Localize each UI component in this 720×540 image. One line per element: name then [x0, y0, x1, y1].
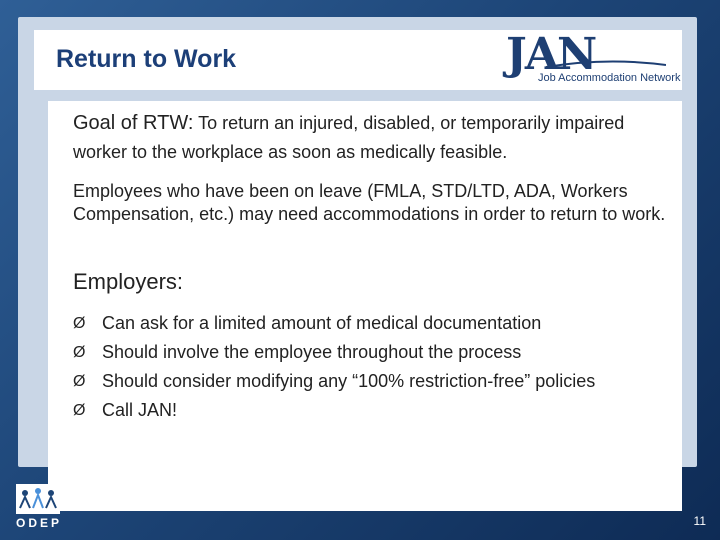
arrow-bullet-icon: Ø [73, 402, 86, 419]
list-item [73, 396, 683, 425]
body-text [73, 109, 683, 425]
slide-title: Return to Work [56, 45, 237, 73]
goal-label: Goal of RTW: [73, 112, 194, 134]
employers-heading: Employers: [73, 269, 184, 294]
employer-bullet-list [73, 309, 683, 425]
jan-logo-subtitle: Job Accommodation Network [538, 72, 681, 84]
list-item [73, 309, 683, 338]
goal-text: To return an injured, disabled, or temporarily impaired worker to the workplace as soon as medically feasible. [73, 113, 625, 162]
arrow-bullet-icon: Ø [73, 315, 86, 332]
odep-logo [12, 484, 62, 534]
bullet-text: Should involve the employee throughout the process [102, 342, 522, 362]
swoosh-icon [546, 59, 666, 69]
odep-label: ODEP [16, 516, 63, 530]
bullet-text: Can ask for a limited amount of medical documentation [102, 313, 542, 333]
title-bar [34, 30, 682, 90]
list-item [73, 338, 683, 367]
arrow-bullet-icon: Ø [73, 344, 86, 361]
page-number: 11 [693, 514, 706, 528]
jan-logo [502, 29, 681, 87]
bullet-text: Call JAN! [102, 400, 178, 420]
content-panel [48, 101, 682, 511]
leave-paragraph: Employees who have been on leave (FMLA, STD/LTD, ADA, Workers Compensation, etc.) may need accommodations in order to return to work. [73, 181, 666, 224]
bullet-text: Should consider modifying any “100% restriction-free” policies [102, 371, 596, 391]
list-item [73, 367, 683, 396]
jan-logo-word: JAN [506, 29, 596, 80]
arrow-bullet-icon: Ø [73, 373, 86, 390]
goal-statement [73, 109, 683, 167]
people-figures-icon [16, 484, 60, 514]
